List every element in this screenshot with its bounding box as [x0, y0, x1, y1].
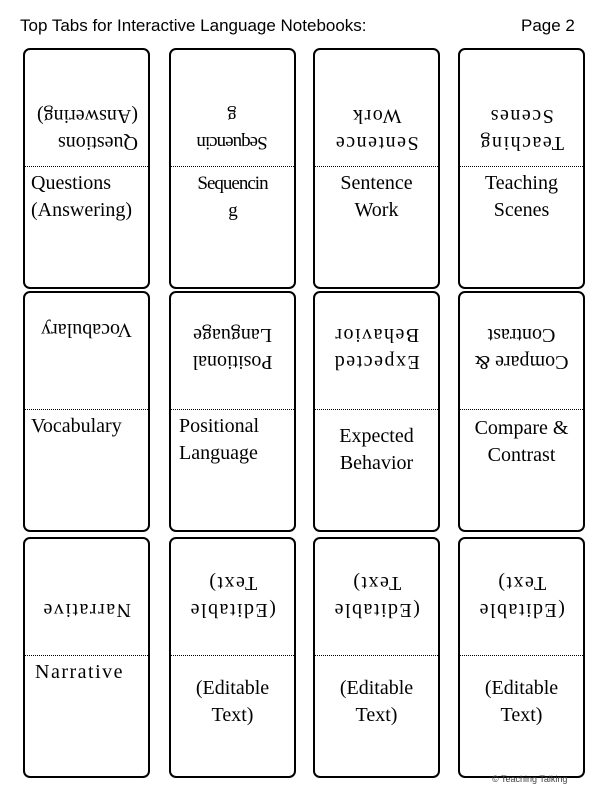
tab-questions-answering: [23, 48, 150, 289]
tab-bottom-half: [315, 413, 438, 525]
tab-top-half: [25, 50, 148, 162]
fold-line: [460, 166, 583, 167]
tab-sequencing: [169, 48, 296, 289]
tab-label: Sequencin g: [197, 173, 268, 221]
tab-positional-language: [169, 291, 296, 532]
tab-label-inverted: (Editable Text): [478, 572, 565, 621]
tab-label-inverted: (Editable Text): [189, 572, 276, 621]
tab-label-inverted: Vocabulary: [41, 319, 132, 341]
fold-line: [25, 166, 148, 167]
tab-vocabulary: [23, 291, 150, 532]
tab-top-half: [25, 293, 148, 405]
tab-label-inverted: Expected Behavior: [333, 324, 420, 373]
tab-label-inverted: Positional Language: [192, 324, 273, 373]
tab-editable-2: [313, 537, 440, 778]
tab-top-half: [315, 293, 438, 405]
fold-line: [315, 409, 438, 410]
page-title: Top Tabs for Interactive Language Notebooks:: [20, 16, 367, 35]
tab-label: (Editable Text): [339, 677, 414, 726]
fold-line: [171, 166, 294, 167]
tab-label-inverted: Sentence Work: [334, 105, 419, 154]
tab-bottom-half: [171, 413, 294, 525]
tab-bottom-half: [315, 659, 438, 771]
tab-top-half: [460, 539, 583, 651]
tab-label: Teaching Scenes: [484, 172, 558, 221]
copyright-notice: © Teaching Talking: [492, 774, 568, 784]
tab-label: Expected Behavior: [339, 425, 414, 474]
tab-bottom-half: [315, 170, 438, 282]
tab-label: (Editable Text): [195, 677, 270, 726]
tab-label: Positional Language: [179, 415, 260, 464]
tab-label: (Editable Text): [484, 677, 559, 726]
tab-label: Compare & Contrast: [474, 417, 569, 466]
tab-label-inverted: Compare & Contrast: [474, 324, 569, 373]
tab-bottom-half: [171, 170, 294, 282]
tab-label: Questions (Answering): [31, 172, 133, 221]
tab-bottom-half: [460, 413, 583, 525]
tab-top-half: [171, 539, 294, 651]
tab-editable-1: [169, 537, 296, 778]
tab-bottom-half: [460, 170, 583, 282]
tab-bottom-half: [25, 659, 148, 771]
tab-expected-behavior: [313, 291, 440, 532]
tab-label-inverted: (Editable Text): [333, 572, 420, 621]
tab-label-inverted: Teaching Scenes: [479, 105, 565, 154]
tab-top-half: [315, 539, 438, 651]
tab-label-inverted: Narrative: [42, 599, 132, 621]
tab-top-half: [460, 293, 583, 405]
page-number: Page 2: [521, 16, 575, 35]
tab-label-inverted: Questions (Answering): [36, 105, 138, 154]
tab-compare-contrast: [458, 291, 585, 532]
tab-label: Vocabulary: [31, 415, 122, 437]
tab-sentence-work: [313, 48, 440, 289]
fold-line: [171, 655, 294, 656]
fold-line: [315, 166, 438, 167]
tab-label: Narrative: [35, 661, 125, 683]
tab-top-half: [25, 539, 148, 651]
fold-line: [25, 409, 148, 410]
fold-line: [460, 409, 583, 410]
tab-top-half: [171, 293, 294, 405]
tab-top-half: [171, 50, 294, 162]
tab-top-half: [315, 50, 438, 162]
tab-editable-3: [458, 537, 585, 778]
fold-line: [315, 655, 438, 656]
fold-line: [171, 409, 294, 410]
tab-bottom-half: [25, 413, 148, 525]
tab-bottom-half: [25, 170, 148, 282]
tab-teaching-scenes: [458, 48, 585, 289]
fold-line: [25, 655, 148, 656]
tab-bottom-half: [460, 659, 583, 771]
tab-label-inverted: Sequencin g: [197, 105, 268, 153]
tab-bottom-half: [171, 659, 294, 771]
tab-label: Sentence Work: [340, 172, 413, 221]
tab-narrative: [23, 537, 150, 778]
fold-line: [460, 655, 583, 656]
tab-top-half: [460, 50, 583, 162]
